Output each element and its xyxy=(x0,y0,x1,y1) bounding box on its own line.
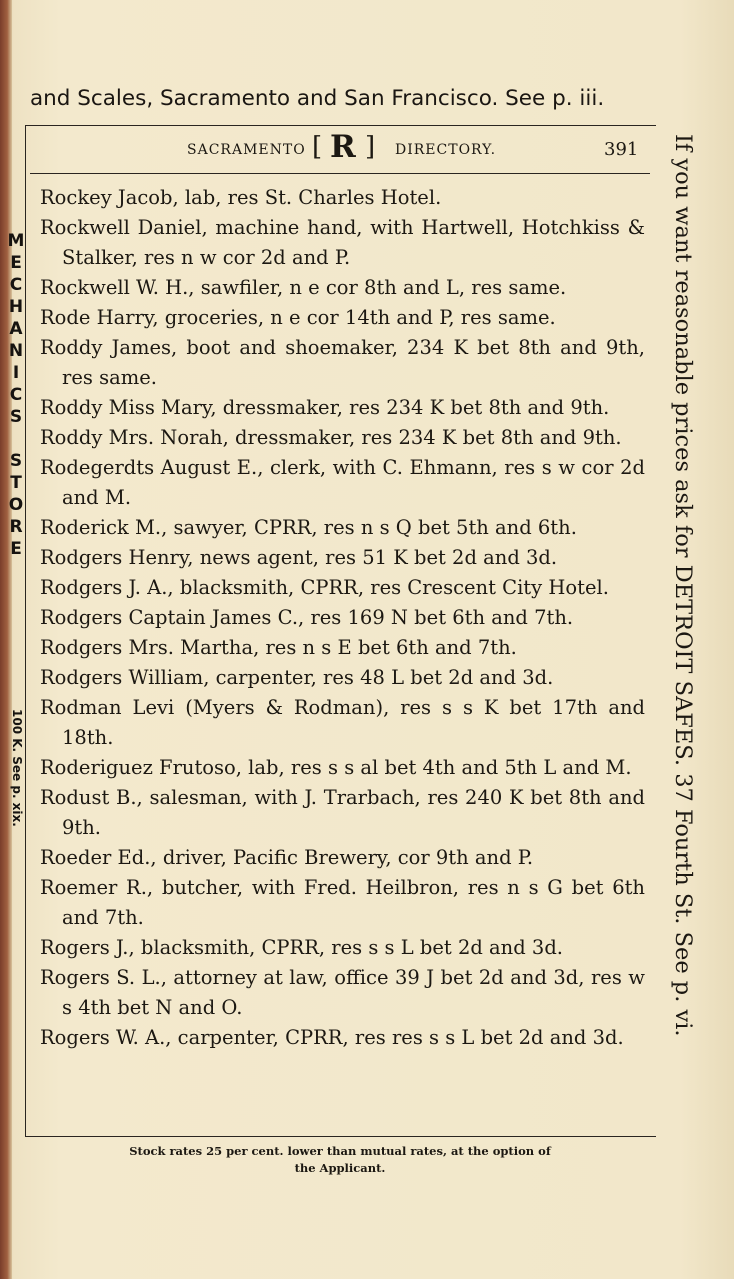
directory-entry: Rogers J., blacksmith, CPRR, res s s L bet 2d and 3d. xyxy=(40,936,564,959)
left-margin-advertisement xyxy=(4,230,28,958)
directory-entry: Rockey Jacob, lab, res St. Charles Hotel. xyxy=(40,186,442,209)
directory-entry: Rodegerdts August E., clerk, with C. Ehmann, res s w cor 2d and M. xyxy=(40,456,645,509)
left-ad-letter: E xyxy=(10,253,22,273)
directory-entry: Roddy Miss Mary, dressmaker, res 234 K bet 8th and 9th. xyxy=(40,396,610,419)
left-ad-letter: H xyxy=(8,297,24,317)
directory-entry: Rockwell W. H., sawfiler, n e cor 8th and L, res same. xyxy=(40,276,567,299)
directory-entry: Roddy Mrs. Norah, dressmaker, res 234 K bet 8th and 9th. xyxy=(40,426,622,449)
left-ad-letter: R xyxy=(9,517,23,537)
header-letter: R xyxy=(330,129,356,165)
directory-entry: Rogers S. L., attorney at law, office 39 J bet 2d and 3d, res w s 4th bet N and O. xyxy=(40,966,645,1019)
header-bracket-close: ] xyxy=(365,132,376,162)
left-ad-letter: N xyxy=(8,341,24,361)
top-advertisement: and Scales, Sacramento and San Francisco. See p. iii. xyxy=(30,86,605,111)
directory-entry: Rockwell Daniel, machine hand, with Hartwell, Hotchkiss & Stalker, res n w cor 2d and P. xyxy=(40,216,645,269)
left-ad-letter: E xyxy=(10,539,22,559)
left-ad-letter: S xyxy=(9,407,23,427)
directory-entry: Rodgers Mrs. Martha, res n s E bet 6th and 7th. xyxy=(40,636,517,659)
directory-entry: Rode Harry, groceries, n e cor 14th and P, res same. xyxy=(40,306,556,329)
directory-entry: Rodman Levi (Myers & Rodman), res s s K bet 17th and 18th. xyxy=(40,696,645,749)
left-ad-gap xyxy=(4,428,28,450)
directory-entry: Rogers W. A., carpenter, CPRR, res res s s L bet 2d and 3d. xyxy=(40,1026,624,1049)
directory-entry: Roemer R., butcher, with Fred. Heilbron, res n s G bet 6th and 7th. xyxy=(40,876,645,929)
left-ad-letter: A xyxy=(9,319,23,339)
header-city: SACRAMENTO xyxy=(187,142,306,158)
right-margin-advertisement: If you want reasonable prices ask for DETROIT SAFES. 37 Fourth St. See p. vi. xyxy=(670,134,696,1037)
left-ad-letter: O xyxy=(8,495,24,515)
left-ad-letter: M xyxy=(7,231,25,251)
directory-entry: Rodgers William, carpenter, res 48 L bet 2d and 3d. xyxy=(40,666,554,689)
left-ad-letter: I xyxy=(12,363,20,383)
footer-line: the Applicant. xyxy=(294,1161,386,1175)
left-ad-small-text: 100 K. See p. xix. xyxy=(10,709,24,827)
directory-entry: Roderick M., sawyer, CPRR, res n s Q bet 5th and 6th. xyxy=(40,516,577,539)
directory-entries xyxy=(40,183,645,1053)
page-footer xyxy=(40,1143,640,1177)
left-ad-letter: C xyxy=(9,275,23,295)
directory-entry: Roddy James, boot and shoemaker, 234 K bet 8th and 9th, res same. xyxy=(40,336,645,389)
page-header xyxy=(30,129,650,171)
directory-entry: Rodgers J. A., blacksmith, CPRR, res Crescent City Hotel. xyxy=(40,576,609,599)
directory-entry: Roeder Ed., driver, Pacific Brewery, cor 9th and P. xyxy=(40,846,534,869)
directory-entry: Rodgers Captain James C., res 169 N bet 6th and 7th. xyxy=(40,606,574,629)
left-ad-letter: S xyxy=(9,451,23,471)
directory-entry: Rodgers Henry, news agent, res 51 K bet 2d and 3d. xyxy=(40,546,558,569)
header-directory-word: DIRECTORY. xyxy=(395,142,497,158)
directory-entry: Roderiguez Frutoso, lab, res s s al bet 4th and 5th L and M. xyxy=(40,756,632,779)
header-rule xyxy=(30,173,650,174)
page-number: 391 xyxy=(604,139,639,160)
left-ad-letter: T xyxy=(10,473,22,493)
header-bracket-open: [ xyxy=(312,132,323,162)
footer-line: Stock rates 25 per cent. lower than mutual rates, at the option of xyxy=(129,1144,551,1158)
left-ad-letter: C xyxy=(9,385,23,405)
directory-entry: Rodust B., salesman, with J. Trarbach, res 240 K bet 8th and 9th. xyxy=(40,786,645,839)
